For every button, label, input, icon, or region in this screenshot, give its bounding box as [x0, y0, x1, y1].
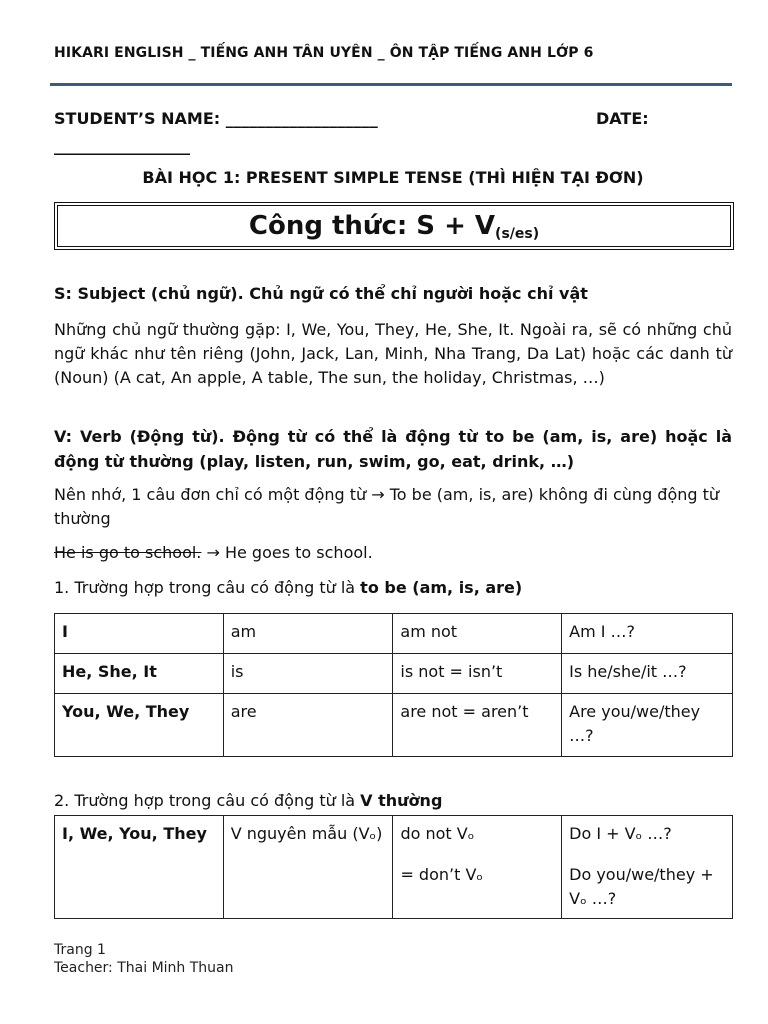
lesson-title: BÀI HỌC 1: PRESENT SIMPLE TENSE (THÌ HIỆN TẠI ĐƠN)	[142, 168, 644, 187]
table-cell: I, We, You, They	[55, 816, 224, 919]
regular-verb-table	[54, 815, 733, 919]
table-row	[55, 816, 733, 919]
table-cell: are not = aren’t	[393, 694, 562, 757]
student-info-line	[54, 109, 732, 128]
example-line	[54, 541, 732, 565]
case2-heading	[54, 789, 732, 813]
table-cell	[562, 816, 733, 919]
table-row	[55, 654, 733, 694]
formula-main: Công thức: S + V	[248, 211, 496, 241]
question-form-plural: Do you/we/they + Vₒ …?	[569, 865, 714, 908]
case2-bold: V thường	[360, 791, 443, 810]
right-example: He goes to school.	[224, 543, 373, 562]
case1-heading	[54, 576, 732, 600]
table-cell: Are you/we/they …?	[562, 694, 733, 757]
table-cell: is	[223, 654, 393, 694]
table-cell: am	[223, 614, 393, 654]
header-divider	[50, 83, 732, 86]
formula-subscript: (s/es)	[495, 226, 540, 242]
table-cell: Am I …?	[562, 614, 733, 654]
table-cell: am not	[393, 614, 562, 654]
table-row	[55, 614, 733, 654]
teacher-name: Teacher: Thai Minh Thuan	[54, 960, 234, 976]
case2-prefix: 2. Trường hợp trong câu có động từ là	[54, 791, 361, 810]
negative-short-form: = don’t Vₒ	[400, 865, 484, 884]
table-cell: are	[223, 694, 393, 757]
table-cell	[393, 816, 562, 919]
table-cell: V nguyên mẫu (Vₒ)	[223, 816, 393, 919]
page-number: Trang 1	[54, 942, 106, 958]
wrong-example: He is go to school.	[54, 543, 202, 562]
date-label: DATE:	[596, 109, 649, 128]
subject-body: Những chủ ngữ thường gặp: I, We, You, They, He, She, It. Ngoài ra, sẽ có những chủ ngữ khác như tên riêng (John, Jack, Lan, Minh, Nha Trang, Da Lat) hoặc các danh từ (Noun) (A cat, An apple, A table, The sun, the holiday, Christmas, …)	[54, 320, 732, 387]
verb-note: Nên nhớ, 1 câu đơn chỉ có một động từ → To be (am, is, are) không đi cùng động từ thường	[54, 485, 720, 528]
table-cell: Is he/she/it …?	[562, 654, 733, 694]
table-cell: is not = isn’t	[393, 654, 562, 694]
page-footer	[54, 941, 233, 977]
question-form-i: Do I + Vₒ …?	[569, 824, 672, 843]
table-row	[55, 694, 733, 757]
to-be-table	[54, 613, 733, 757]
table-cell: You, We, They	[55, 694, 224, 757]
table-cell: He, She, It	[55, 654, 224, 694]
negative-form: do not Vₒ	[400, 824, 475, 843]
header-title: HIKARI ENGLISH _ TIẾNG ANH TÂN UYÊN _ ÔN TẬP TIẾNG ANH LỚP 6	[54, 45, 594, 61]
subject-heading: S: Subject (chủ ngữ). Chủ ngữ có thể chỉ người hoặc chỉ vật	[54, 284, 588, 303]
student-name-label: STUDENT’S NAME: ___________________	[54, 109, 378, 128]
formula-box	[54, 202, 734, 250]
table-cell: I	[55, 614, 224, 654]
date-blank: _________________	[54, 136, 190, 155]
arrow-icon: →	[201, 543, 225, 562]
verb-heading: V: Verb (Động từ). Động từ có thể là động từ to be (am, is, are) hoặc là động từ thường (play, listen, run, swim, go, eat, drink, …)	[54, 427, 732, 471]
case1-prefix: 1. Trường hợp trong câu có động từ là	[54, 578, 361, 597]
case1-bold: to be (am, is, are)	[360, 578, 523, 597]
